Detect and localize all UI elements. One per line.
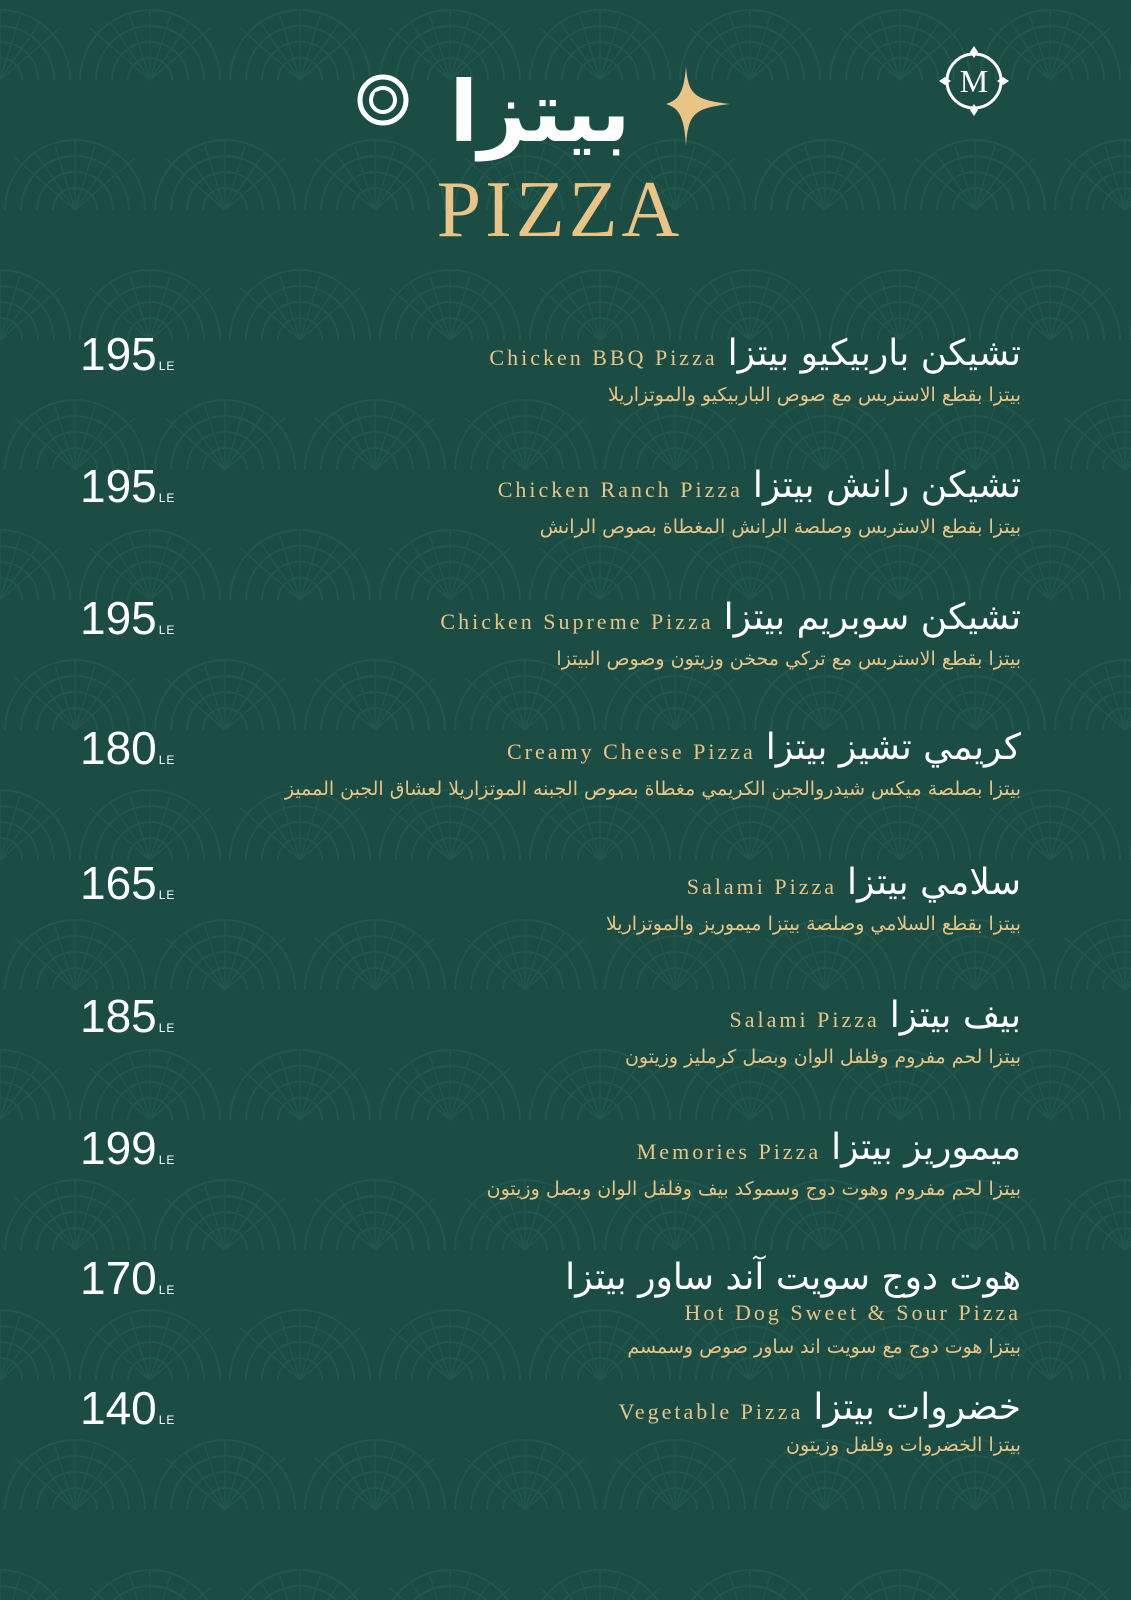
price-value: 199: [80, 1122, 157, 1174]
item-name-english: Chicken Ranch Pizza: [497, 477, 743, 502]
item-description: بيتزا بقطع السلامي وصلصة بيتزا ميموريز والموتزاريلا: [605, 913, 1021, 935]
item-title-row: [565, 1250, 1021, 1306]
currency-label: LE: [158, 888, 176, 902]
item-description: بيتزا الخضروات وفلفل وزيتون: [786, 1434, 1021, 1456]
item-description: بيتزا بقطع الاستربس مع تركي محخن وزيتون وصوص البيتزا: [556, 648, 1021, 670]
item-name-english: Chicken BBQ Pizza: [489, 345, 718, 370]
price-value: 165: [80, 857, 157, 909]
item-description: بيتزا هوت دوج مع سويت اند ساور صوص وسمسم: [627, 1336, 1021, 1358]
item-price: [80, 1120, 200, 1176]
item-price: [80, 458, 200, 514]
item-name-english: Vegetable Pizza: [618, 1399, 804, 1424]
sparkle-star-icon: [666, 66, 730, 146]
item-price: [80, 855, 200, 911]
item-name-arabic: تشيكن رانش بيتزا: [752, 465, 1021, 506]
price-value: 195: [80, 328, 157, 380]
page-title-english: PIZZA: [436, 166, 684, 254]
currency-label: LE: [158, 1153, 176, 1167]
item-title-row: [687, 855, 1021, 911]
item-price: [80, 590, 200, 646]
page-title-arabic: بيتزا: [449, 63, 631, 161]
item-name-arabic: بيف بيتزا: [889, 995, 1021, 1036]
item-title-row: [498, 458, 1021, 514]
item-description: بيتزا لحم مفروم وفلفل الوان وبصل كرمليز وزيتون: [624, 1046, 1021, 1068]
item-description: بيتزا بقطع الاستربس مع صوص الباربيكيو والموتزاريلا: [607, 384, 1021, 406]
item-name-english: Hot Dog Sweet & Sour Pizza: [684, 1300, 1021, 1325]
currency-label: LE: [158, 1413, 176, 1427]
item-price: [80, 1380, 200, 1436]
price-value: 185: [80, 990, 157, 1042]
item-price: [80, 1250, 200, 1306]
brand-logo-icon: [935, 42, 1013, 120]
currency-label: LE: [158, 491, 176, 505]
item-title-row: [730, 988, 1021, 1044]
item-name-english: Salami Pizza: [729, 1007, 880, 1032]
item-name-arabic: سلامي بيتزا: [847, 862, 1021, 903]
logo-letter: M: [959, 63, 989, 99]
item-name-arabic: تشيكن باربيكيو بيتزا: [727, 333, 1021, 374]
item-name-english: Salami Pizza: [686, 874, 837, 899]
currency-label: LE: [158, 623, 176, 637]
item-price: [80, 988, 200, 1044]
currency-label: LE: [158, 1021, 176, 1035]
item-title-row: [440, 590, 1021, 646]
currency-label: LE: [158, 359, 176, 373]
item-name-arabic: كريمي تشيز بيتزا: [765, 727, 1021, 768]
item-title-row: [618, 1380, 1021, 1436]
price-value: 195: [80, 592, 157, 644]
currency-label: LE: [158, 1283, 176, 1297]
item-title-row: [637, 1120, 1021, 1176]
item-name-english: Chicken Supreme Pizza: [440, 609, 714, 634]
item-title-row: [489, 326, 1021, 382]
price-value: 195: [80, 460, 157, 512]
price-value: 170: [80, 1252, 157, 1304]
item-name-english: Memories Pizza: [636, 1139, 822, 1164]
item-description: بيتزا بقطع الاستربس وصلصة الرانش المغطاة بصوص الرانش: [539, 516, 1021, 538]
item-title-row: [507, 720, 1021, 776]
item-description: بيتزا بصلصة ميكس شيدروالجبن الكريمي مغطاة بصوص الجبنه الموتزاريلا لعشاق الجبن المميز: [284, 778, 1021, 800]
item-name-arabic: تشيكن سوبريم بيتزا: [723, 597, 1021, 638]
item-description: بيتزا لحم مفروم وهوت دوج وسموكد بيف وفلفل الوان وبصل وزيتون: [486, 1178, 1021, 1200]
currency-label: LE: [158, 753, 176, 767]
price-value: 140: [80, 1382, 157, 1434]
item-price: [80, 326, 200, 382]
item-price: [80, 720, 200, 776]
item-name-arabic: ميموريز بيتزا: [831, 1127, 1021, 1168]
item-name-english: Creamy Cheese Pizza: [506, 739, 756, 764]
price-value: 180: [80, 722, 157, 774]
item-name-arabic: هوت دوج سويت آند ساور بيتزا: [565, 1257, 1021, 1298]
item-name-arabic: خضروات بيتزا: [813, 1387, 1021, 1428]
